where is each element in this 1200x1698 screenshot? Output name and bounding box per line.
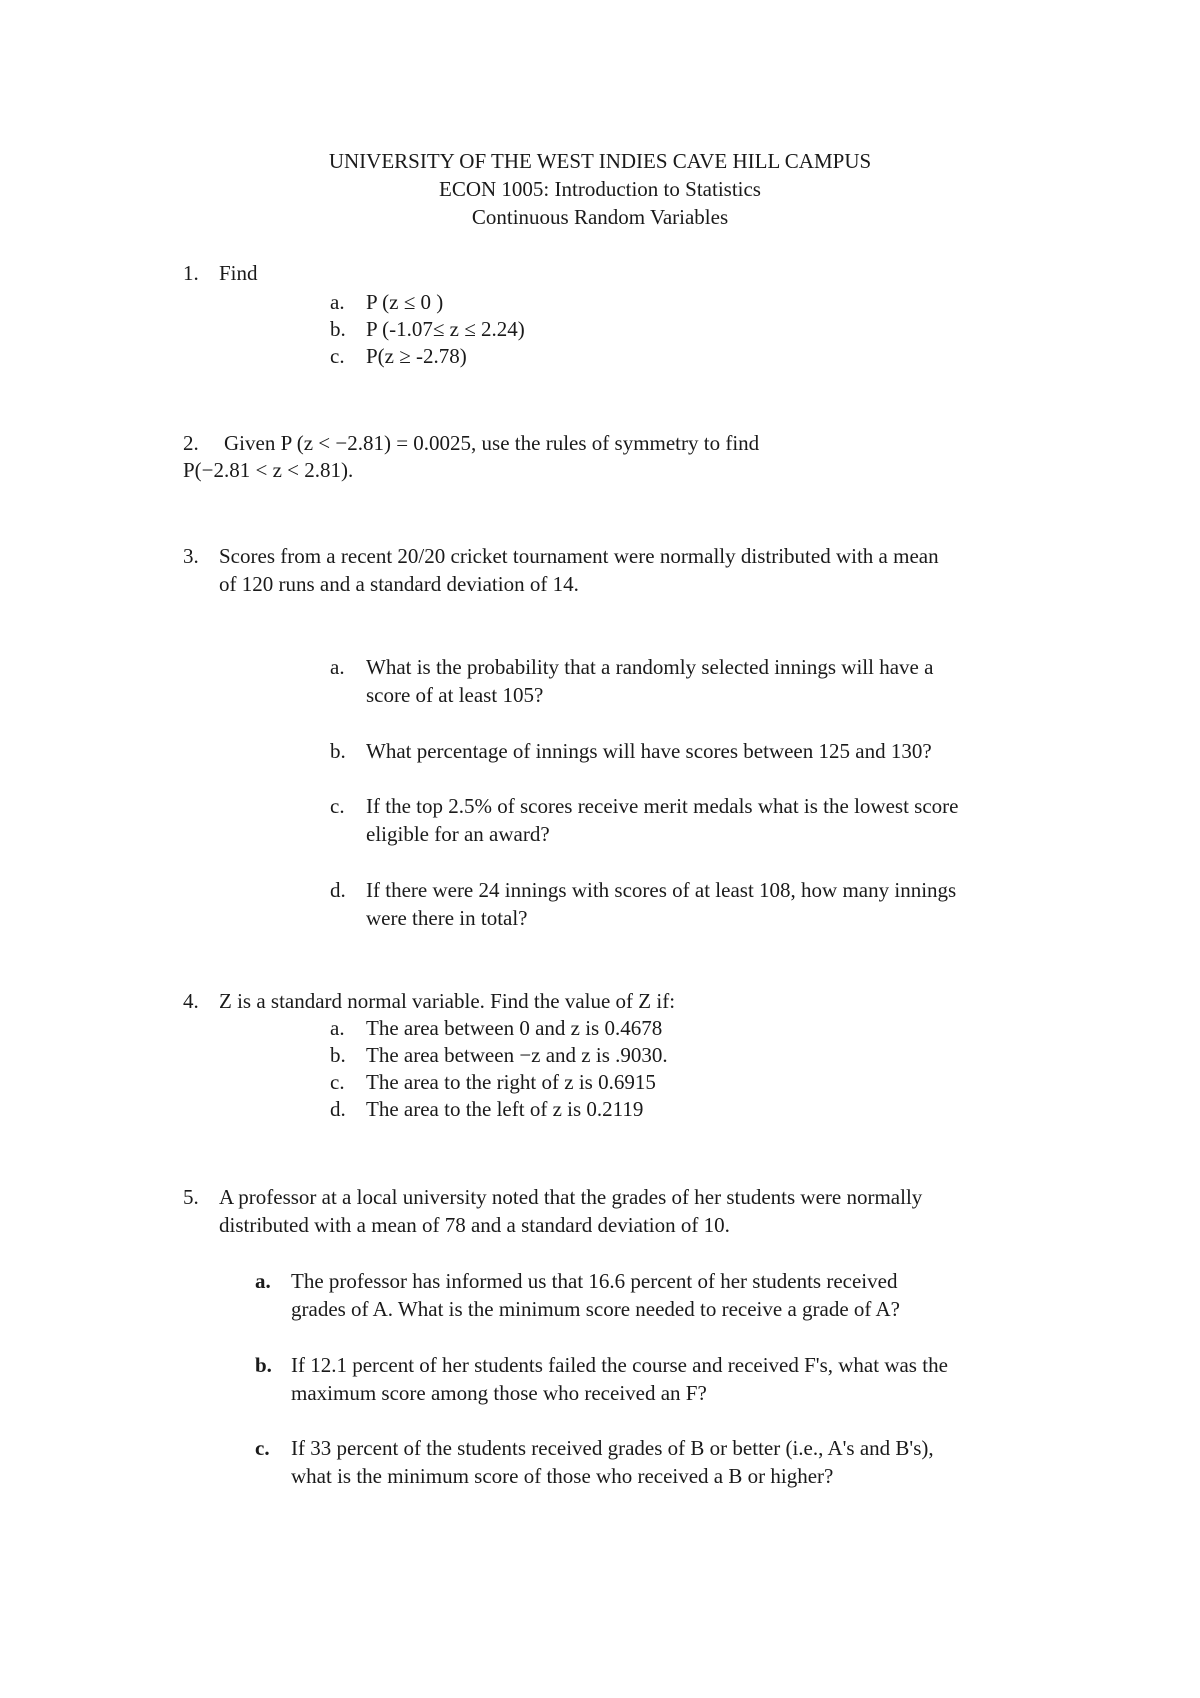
sub-text: If 33 percent of the students received grades of B or better (i.e., A's and B's), [291, 1436, 934, 1460]
sub-text: The area to the left of z is 0.2119 [366, 1097, 644, 1121]
sub-label: b. [330, 1043, 346, 1067]
sub-label: a. [330, 290, 345, 314]
question-text: of 120 runs and a standard deviation of 14. [219, 572, 579, 596]
sub-text: what is the minimum score of those who received a B or higher? [291, 1464, 834, 1488]
sub-text: grades of A. What is the minimum score needed to receive a grade of A? [291, 1297, 900, 1321]
question-number: 3. [183, 544, 199, 568]
sub-text: If the top 2.5% of scores receive merit medals what is the lowest score [366, 794, 959, 818]
topic-title: Continuous Random Variables [471, 205, 729, 229]
sub-label: c. [330, 1070, 345, 1094]
sub-text: The area between 0 and z is 0.4678 [366, 1016, 663, 1040]
sub-text: If there were 24 innings with scores of at least 108, how many innings [366, 878, 957, 902]
question-number: 2. [183, 431, 199, 455]
question-text: distributed with a mean of 78 and a standard deviation of 10. [219, 1213, 730, 1237]
question-text: Z is a standard normal variable. Find the value of Z if: [219, 989, 676, 1013]
document-header [0, 147, 1200, 231]
question-text: A professor at a local university noted that the grades of her students were normally [219, 1185, 923, 1209]
sub-label: a. [255, 1269, 271, 1293]
question-text: P(−2.81 < z < 2.81). [183, 458, 354, 482]
sub-label: b. [330, 739, 346, 763]
sub-label: d. [330, 878, 346, 902]
question-text: Given P (z < −2.81) = 0.0025, use the rules of symmetry to find [224, 431, 760, 455]
sub-text: were there in total? [366, 906, 528, 930]
sub-text: P (z ≤ 0 ) [366, 290, 444, 314]
sub-text: The professor has informed us that 16.6 percent of her students received [291, 1269, 898, 1293]
question-number: 4. [183, 989, 199, 1013]
question-text: Find [219, 261, 258, 285]
sub-text: maximum score among those who received an F? [291, 1381, 707, 1405]
course-title: ECON 1005: Introduction to Statistics [439, 177, 761, 201]
sub-label: b. [255, 1353, 272, 1377]
sub-label: a. [330, 655, 345, 679]
university-title: UNIVERSITY OF THE WEST INDIES CAVE HILL CAMPUS [328, 149, 872, 173]
sub-text: P(z ≥ -2.78) [366, 344, 467, 368]
sub-label: b. [330, 317, 346, 341]
sub-text: P (-1.07≤ z ≤ 2.24) [366, 317, 525, 341]
sub-text: The area between −z and z is .9030. [366, 1043, 668, 1067]
sub-label: c. [330, 344, 345, 368]
sub-text: eligible for an award? [366, 822, 550, 846]
sub-text: The area to the right of z is 0.6915 [366, 1070, 656, 1094]
sub-text: score of at least 105? [366, 683, 544, 707]
sub-text: What percentage of innings will have scores between 125 and 130? [366, 739, 932, 763]
sub-label: c. [255, 1436, 270, 1460]
question-number: 1. [183, 261, 199, 285]
sub-text: What is the probability that a randomly selected innings will have a [366, 655, 934, 679]
question-number: 5. [183, 1185, 199, 1209]
question-text: Scores from a recent 20/20 cricket tournament were normally distributed with a mean [219, 544, 939, 568]
sub-label: a. [330, 1016, 345, 1040]
sub-label: d. [330, 1097, 346, 1121]
sub-text: If 12.1 percent of her students failed the course and received F's, what was the [291, 1353, 948, 1377]
sub-label: c. [330, 794, 345, 818]
